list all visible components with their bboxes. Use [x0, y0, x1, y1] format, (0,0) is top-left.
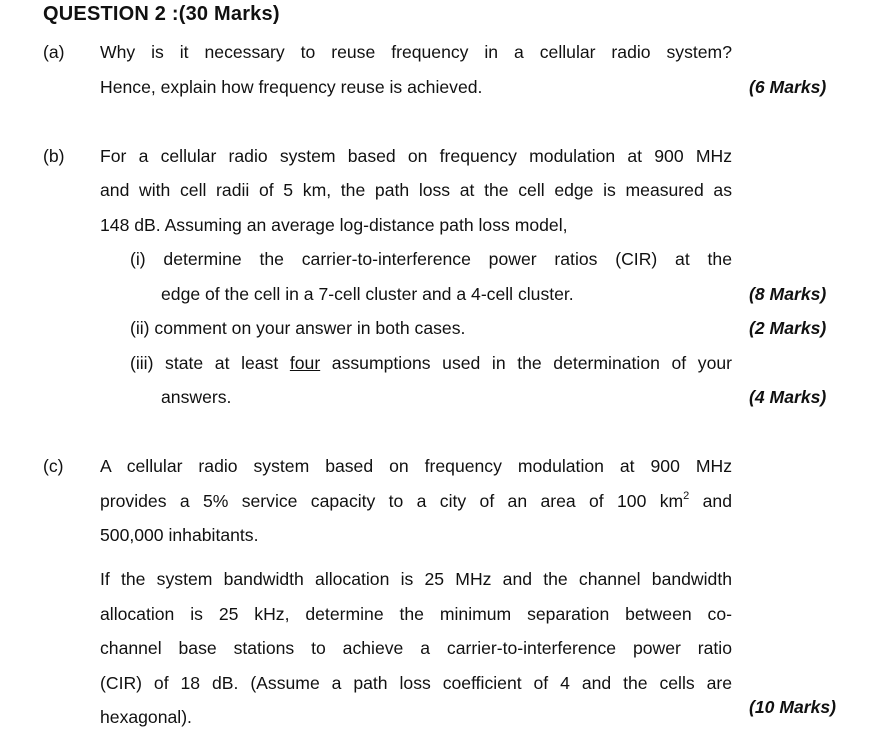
part-a-line-1: Why is it necessary to reuse frequency in a cellular radio system?	[100, 42, 732, 62]
part-b-ii-marks: (2 Marks)	[749, 318, 827, 338]
part-c-line-2	[100, 490, 732, 512]
part-b-iii-line-1	[130, 352, 732, 374]
part-b-i-line-2: edge of the cell in a 7-cell cluster and a 4-cell cluster.	[161, 284, 574, 304]
part-b-iii-text-pre: (iii) state at least	[130, 353, 290, 373]
part-b-line-3: 148 dB. Assuming an average log-distance path loss model,	[100, 215, 568, 235]
part-c-line-2-superscript: 2	[683, 490, 690, 503]
part-b-i-line-1: (i) determine the carrier-to-interference power ratios (CIR) at the	[130, 249, 732, 269]
part-b-iii-marks: (4 Marks)	[749, 387, 827, 407]
part-c-line-3: 500,000 inhabitants.	[100, 525, 259, 545]
part-a-marks: (6 Marks)	[749, 77, 827, 97]
part-c-label: (c)	[43, 456, 64, 476]
part-a-line-2: Hence, explain how frequency reuse is achieved.	[100, 77, 483, 97]
part-c-line-1: A cellular radio system based on frequency modulation at 900 MHz	[100, 456, 732, 476]
question-title: QUESTION 2 :(30 Marks)	[43, 3, 280, 25]
part-c-line-2-pre: provides a 5% service capacity to a city of an area of 100 km	[100, 491, 684, 511]
part-b-line-2: and with cell radii of 5 km, the path loss at the cell edge is measured as	[100, 180, 732, 200]
part-c-line-2-post: and	[689, 491, 732, 511]
part-c-p2-line-2: allocation is 25 kHz, determine the minimum separation between co-	[100, 604, 732, 624]
part-c-p2-line-1: If the system bandwidth allocation is 25 MHz and the channel bandwidth	[100, 569, 732, 589]
part-b-line-1: For a cellular radio system based on frequency modulation at 900 MHz	[100, 146, 732, 166]
part-c-p2-line-5: hexagonal).	[100, 707, 192, 727]
part-c-marks: (10 Marks)	[749, 697, 837, 717]
part-b-label: (b)	[43, 146, 65, 166]
part-a-label: (a)	[43, 42, 65, 62]
part-b-ii-line: (ii) comment on your answer in both cases.	[130, 318, 466, 338]
part-b-iii-text-post: assumptions used in the determination of your	[320, 353, 732, 373]
part-b-i-marks: (8 Marks)	[749, 284, 827, 304]
part-c-p2-line-4: (CIR) of 18 dB. (Assume a path loss coefficient of 4 and the cells are	[100, 673, 732, 693]
part-b-iii-line-2: answers.	[161, 387, 232, 407]
part-b-iii-underlined-word: four	[289, 353, 321, 373]
part-c-p2-line-3: channel base stations to achieve a carrier-to-interference power ratio	[100, 638, 732, 658]
